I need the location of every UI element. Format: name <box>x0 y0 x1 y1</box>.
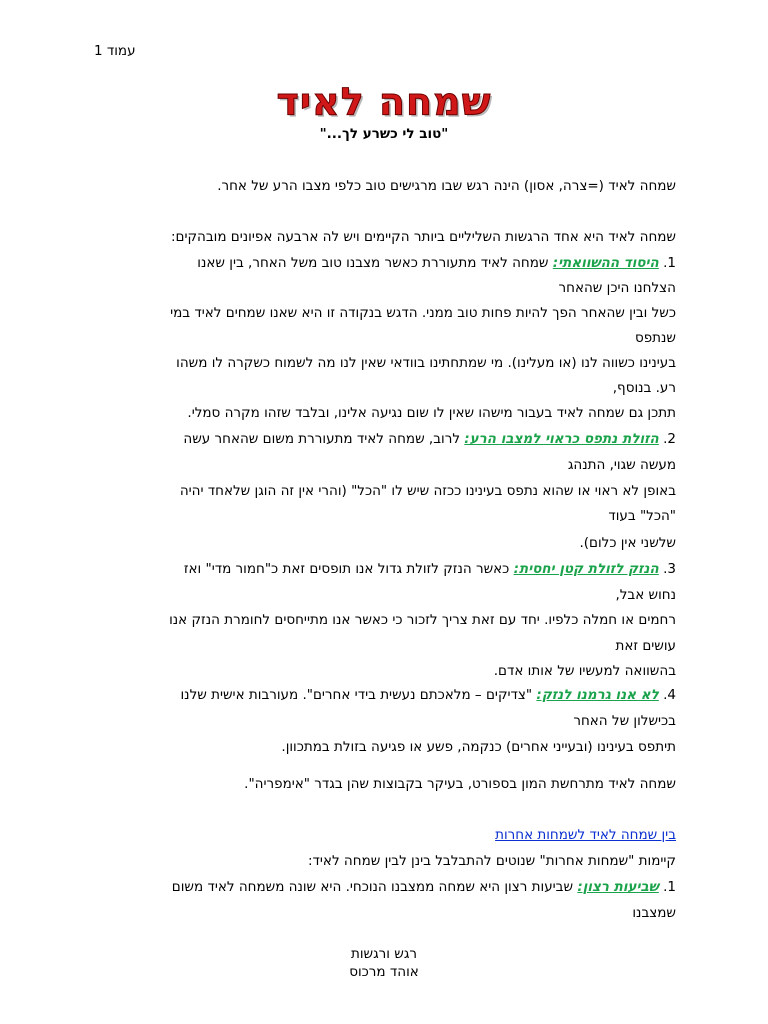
item-text: שביעות רצון היא שמחה ממצבנו הנוכחי. היא שונה משמחה לאיד משום <box>171 879 578 895</box>
page-subtitle: "טוב לי כשרע לך..." <box>319 126 449 142</box>
page-number: עמוד 1 <box>94 43 136 59</box>
item-number: 3. <box>663 561 676 577</box>
item-continuation: הצלחנו היכן שהאחר <box>558 280 676 296</box>
item-continuation: תיתפס בעינינו (ובעייני אחרים) כנקמה, פשע או פגיעה בזולת במתכוון. <box>281 739 676 755</box>
intro-paragraph: שמחה לאיד (=צרה, אסון) הינה רגש שבו מרגישים טוב כלפי מצבו הרע של אחר. <box>217 178 676 194</box>
section-link[interactable]: בין שמחה לאיד לשמחות אחרות <box>495 827 676 843</box>
item-term: לא אנו גרמנו לנזק: <box>536 687 659 703</box>
item-continuation: בכישלון של האחר <box>573 713 676 729</box>
footer-line-1: רגש ורגשות <box>350 946 418 962</box>
item-text: לרוב, שמחה לאיד מתעוררת משום שהאחר עשה <box>183 431 465 447</box>
item-continuation: בעינינו כשווה לנו (או מעלינו). מי שמתחתינו בוודאי שאין לנו מה לשמוח כשקרה לו משהו <box>176 355 676 371</box>
item-number: 1. <box>663 255 676 271</box>
list-item <box>184 561 676 577</box>
item-continuation: עושים זאת <box>615 638 676 654</box>
item-continuation: בהשוואה למעשיו של אותו אדם. <box>493 663 676 679</box>
item-number: 4. <box>663 687 676 703</box>
item-continuation: תתכן גם שמחה לאיד בעבור מישהו שאין לו שום נגיעה אלינו, ובלבד שזהו מקרה סמלי. <box>187 405 676 421</box>
footer-line-2: אוהד מרכוס <box>349 964 419 980</box>
item-continuation: רע. בנוסף, <box>612 380 676 396</box>
item-text: "צדיקים – מלאכתם נעשית בידי אחרים". מעורבות אישית שלנו <box>180 687 537 703</box>
list-item <box>197 255 676 271</box>
list-item <box>183 431 676 447</box>
item-term: הזולת נתפס כראוי למצבו הרע: <box>464 431 659 447</box>
item-continuation: רחמים או חמלה כלפיו. יחד עם זאת צריך לזכור כי כאשר אנו מתייחסים לחומרת הנזק אנו <box>169 612 676 628</box>
features-intro: שמחה לאיד היא אחד הרגשות השליליים ביותר הקיימים ויש לה ארבעה אפיונים מובהקים: <box>170 229 676 245</box>
item-text: כאשר הנזק לזולת גדול אנו תופסים זאת כ"חמור מדי" ואז <box>183 561 514 577</box>
item-term: היסוד ההשוואתי: <box>552 255 659 271</box>
item-continuation: שנתפס <box>634 330 676 346</box>
item-continuation: באופן לא ראוי או שהוא נתפס בעינינו ככזה שיש לו "הכל" (והרי אין זה הוגן שלאחד יהיה <box>179 483 676 499</box>
item-continuation: כשל ובין שהאחר הפך להיות פחות טוב ממני. הדגש בנקודה זו היא שאנו שמחים לאיד במי <box>170 305 676 321</box>
item-term: הנזק לזולת קטן יחסית: <box>513 561 659 577</box>
item-continuation: "הכל" בעוד <box>608 508 676 524</box>
item-continuation: נחוש אבל, <box>615 587 676 603</box>
item-text: שמחה לאיד מתעוררת כאשר מצבנו טוב משל האחר, בין שאנו <box>197 255 553 271</box>
item-continuation: מעשה שגוי, התנהג <box>567 457 676 473</box>
sports-paragraph: שמחה לאיד מתרחשת המון בספורט, בעיקר בקבוצות שהן בגדר "אימפריה". <box>244 776 676 792</box>
item-number: 2. <box>663 431 676 447</box>
list-item <box>172 879 676 895</box>
page-title: שמחה לאיד <box>276 80 492 124</box>
item-number: 1. <box>663 879 676 895</box>
list-item <box>180 687 676 703</box>
section-intro: קיימות "שמחות אחרות" שנוטים להתבלבל בינן לבין שמחה לאיד: <box>308 853 676 869</box>
item-continuation: שלשני אין כלום). <box>579 535 676 551</box>
item-term: שביעות רצון: <box>577 879 659 895</box>
item-continuation: שמצבנו <box>632 905 676 921</box>
